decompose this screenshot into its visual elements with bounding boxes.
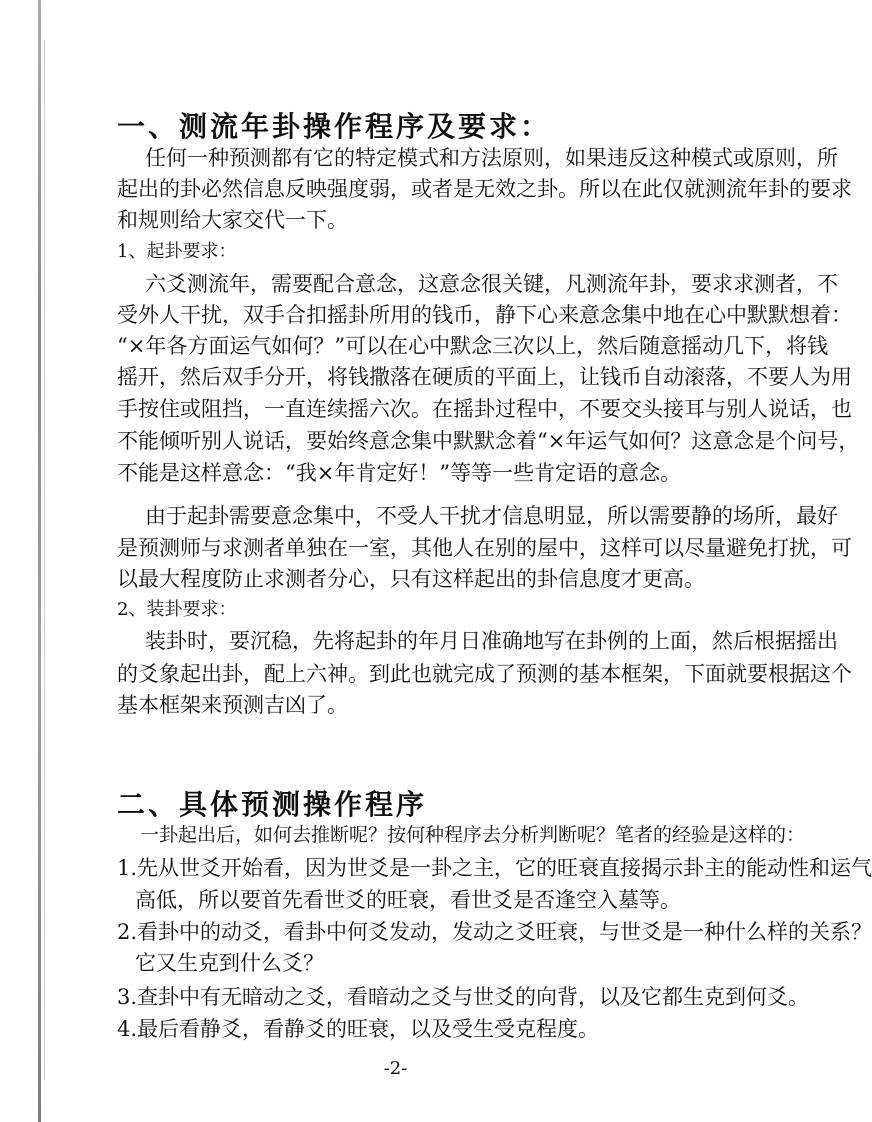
sub2-p1-line: 的爻象起出卦，配上六神。到此也就完成了预测的基本框架，下面就要根据这个: [117, 662, 852, 686]
section2-title: 二、具体预测操作程序: [117, 788, 428, 821]
list-item-line: 3.查卦中有无暗动之爻，看暗动之爻与世爻的向背，以及它都生克到何爻。: [117, 985, 810, 1009]
sub1-p1-line: 六爻测流年，需要配合意念，这意念很关键，凡测流年卦，要求求测者，不: [145, 272, 838, 296]
sub1-p1-line: 不能是这样意念：“我×年肯定好！”等等一些肯定语的意念。: [117, 461, 682, 485]
list-item-line: 它又生克到什么爻？: [135, 951, 324, 975]
list-item-line: 1.先从世爻开始看，因为世爻是一卦之主，它的旺衰直接揭示卦主的能动性和运气: [117, 856, 872, 880]
sub1-p1-line: 不能倾听别人说话，要始终意念集中默默念着“×年运气如何？这意念是个问号，: [117, 429, 860, 453]
sub1-p1-line: 受外人干扰，双手合扣摇卦所用的钱币，静下心来意念集中地在心中默默想着：: [117, 303, 852, 327]
section1-intro-line: 起出的卦必然信息反映强度弱，或者是无效之卦。所以在此仅就测流年卦的要求: [117, 177, 852, 201]
sub1-p1-line: “×年各方面运气如何？”可以在心中默念三次以上，然后随意摇动几下，将钱: [117, 334, 829, 358]
list-item-line: 高低，所以要首先看世爻的旺衰，看世爻是否逢空入墓等。: [135, 888, 681, 912]
sub1-p1-line: 手按住或阻挡，一直连续摇六次。在摇卦过程中，不要交头接耳与别人说话，也: [117, 397, 852, 421]
list-item-line: 2.看卦中的动爻，看卦中何爻发动，发动之爻旺衰，与世爻是一种什么样的关系？: [117, 920, 872, 944]
page-number: -2-: [383, 1058, 408, 1079]
subsection2-title: 2、装卦要求：: [117, 599, 237, 620]
section1-title: 一、测流年卦操作程序及要求：: [117, 110, 552, 143]
section1-intro-line: 任何一种预测都有它的特定模式和方法原则，如果违反这种模式或原则，所: [145, 146, 838, 170]
sub2-p1-line: 基本框架来预测吉凶了。: [117, 693, 348, 717]
scan-edge-shadow: [38, 0, 41, 1122]
section1-intro-line: 和规则给大家交代一下。: [117, 208, 348, 232]
sub1-p2-line: 是预测师与求测者单独在一室，其他人在别的屋中，这样可以尽量避免打扰，可: [117, 536, 852, 560]
sub1-p2-line: 由于起卦需要意念集中，不受人干扰才信息明显，所以需要静的场所，最好: [145, 504, 838, 528]
subsection1-title: 1、起卦要求：: [117, 241, 237, 262]
scan-edge-line: [44, 40, 45, 1080]
sub2-p1-line: 装卦时，要沉稳，先将起卦的年月日准确地写在卦例的上面，然后根据摇出: [145, 629, 838, 653]
sub1-p1-line: 摇开，然后双手分开，将钱撒落在硬质的平面上，让钱币自动滚落，不要人为用: [117, 365, 852, 389]
section2-intro: 一卦起出后，如何去推断呢？按何种程序去分析判断呢？笔者的经验是这样的：: [140, 824, 806, 846]
sub1-p2-line: 以最大程度防止求测者分心，只有这样起出的卦信息度才更高。: [117, 567, 705, 591]
list-item-line: 4.最后看静爻，看静爻的旺衰，以及受生受克程度。: [117, 1017, 600, 1041]
